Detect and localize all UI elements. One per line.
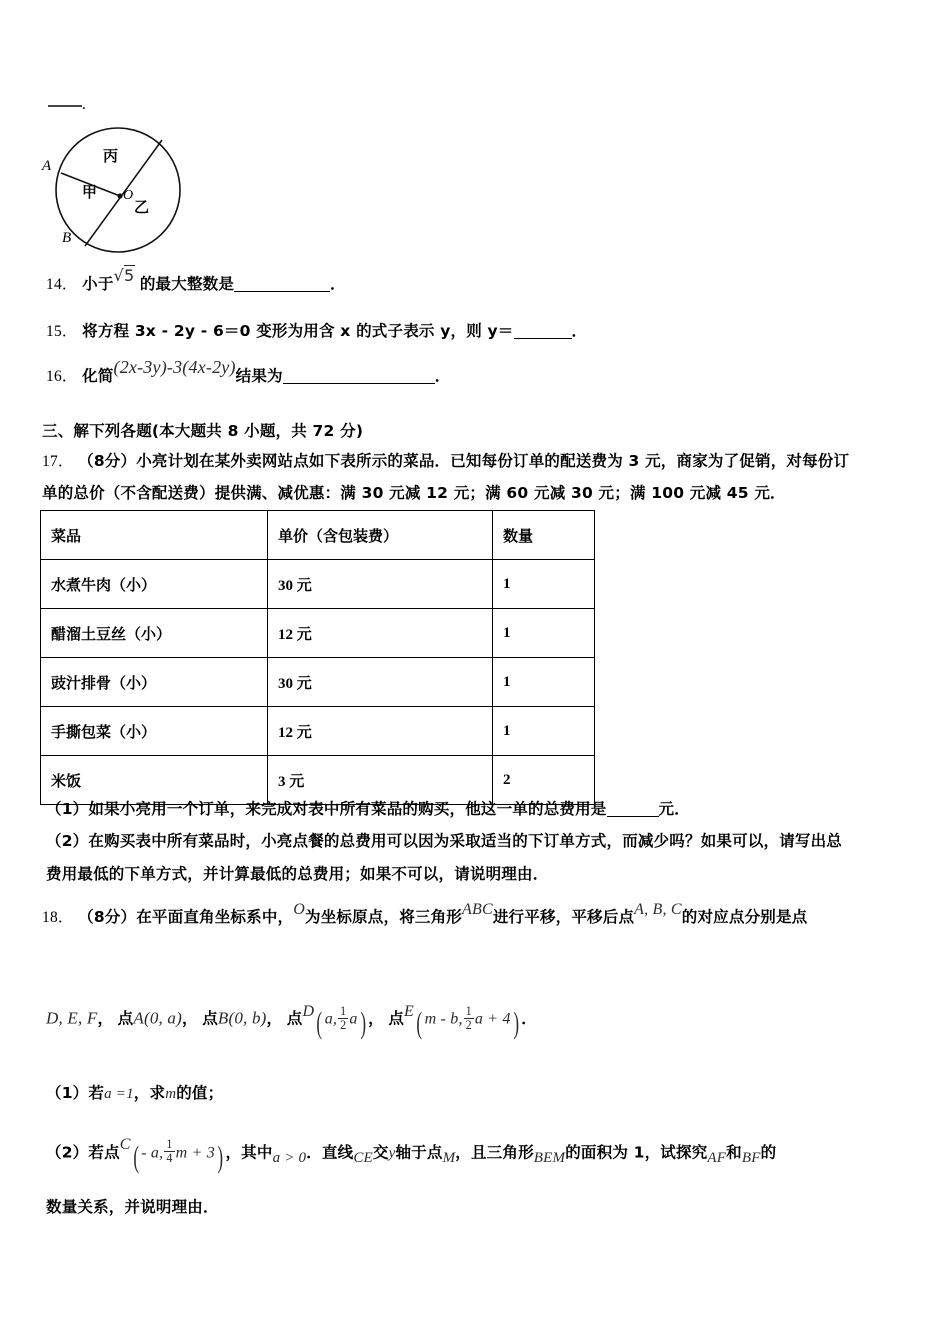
label-region-yi: 乙	[134, 198, 150, 216]
question-18-sub-1-text-b: ，求	[133, 1084, 166, 1102]
question-16-expression: (2x-3y)-3(4x-2y)	[113, 357, 236, 377]
label-center-o: O	[123, 188, 134, 203]
cell-dish: 水煮牛肉（小）	[41, 560, 268, 609]
period: .	[82, 96, 86, 113]
question-18-sub-2-text-e: 轴于点	[395, 1143, 443, 1162]
section-3-heading-text: 三、解下列各题(本大题共 8 小题，共 72 分)	[42, 422, 364, 440]
table-header-row	[41, 511, 595, 560]
question-17-sub-1-label: （1）	[46, 800, 89, 818]
question-16	[46, 357, 666, 389]
question-14-period: ．	[330, 275, 346, 293]
menu-table	[40, 510, 595, 805]
paren-close-c: )	[217, 1138, 224, 1174]
question-15	[46, 320, 686, 343]
paren-close-d: )	[359, 1005, 366, 1040]
question-17-stem-line-2	[42, 482, 914, 505]
question-18-sub-2-text-b: ，其中	[225, 1143, 273, 1162]
triangle-bem: BEM	[533, 1150, 566, 1167]
question-17-sub-2-text-1: 在购买表中所有菜品时，小亮点餐的总费用可以因为采取适当的下订单方式，而减少吗？如果可以，请写出总	[88, 832, 842, 851]
question-18-sub-2-text-i: 的	[760, 1143, 777, 1162]
question-18-stem-d: 的对应点分别是点	[681, 908, 808, 926]
cell-dish: 豉汁排骨（小）	[41, 658, 268, 707]
question-18-sub-1-text-a: 若	[88, 1084, 105, 1102]
label-point-b: B	[62, 230, 72, 246]
question-15-period: ．	[571, 322, 588, 340]
question-17-subquestions	[46, 798, 926, 900]
table-header-qty: 数量	[493, 511, 595, 560]
sqrt-5-math: √5	[113, 266, 135, 285]
question-18-stem-b: 为坐标原点，将三角形	[305, 908, 463, 926]
cell-price: 30 元	[268, 560, 493, 609]
question-18-subquestions	[46, 1082, 926, 1194]
comma-3: ，	[266, 1009, 283, 1028]
paren-open-e: (	[416, 1005, 423, 1040]
comma-4: ，	[368, 1009, 384, 1028]
question-18	[42, 901, 922, 930]
question-18-sub-2-label: （2）	[46, 1143, 89, 1162]
question-15-text: 将方程 3x - 2y - 6＝0 变形为用含 x 的式子表示 y，则 y＝	[82, 322, 514, 340]
question-17-score: （8分）	[78, 452, 137, 470]
question-18-sub-2-text-d: 交	[372, 1143, 389, 1162]
continued-answer-blank	[48, 96, 86, 114]
cell-price: 30 元	[268, 658, 493, 707]
question-14-text-before: 小于	[82, 275, 114, 293]
point-d-fraction	[338, 1005, 348, 1032]
question-14-dot: ．	[61, 276, 78, 293]
cell-dish: 米饭	[41, 756, 268, 805]
comma-1: ，	[97, 1009, 114, 1028]
question-18-sub-1	[46, 1082, 926, 1106]
question-15-dot: ．	[61, 323, 78, 340]
question-18-sub-2-text-f: ，且三角形	[455, 1143, 534, 1162]
question-17-sub-1-text-b: 元．	[658, 800, 690, 818]
question-16-period: ．	[434, 367, 451, 385]
point-c-fraction	[164, 1138, 174, 1165]
line-ce: CE	[353, 1150, 373, 1167]
question-14-number: 14	[46, 276, 62, 293]
question-16-dot: ．	[61, 368, 78, 385]
question-18-sub-2-text-h: 和	[726, 1143, 742, 1162]
question-17-dot: ．	[57, 453, 74, 470]
point-label-e: 点	[388, 1009, 405, 1028]
point-b-coords: B(0, b)	[217, 1008, 267, 1028]
question-17-number: 17	[42, 453, 58, 470]
cell-dish: 醋溜土豆丝（小）	[41, 609, 268, 658]
question-17-sub-1-blank	[607, 816, 659, 817]
question-15-number: 15	[46, 323, 62, 340]
fraction-denominator: 4	[166, 1151, 173, 1166]
question-18-dot: ．	[57, 909, 74, 926]
fraction-denominator: 2	[465, 1017, 472, 1032]
table-header-dish: 菜品	[41, 511, 268, 560]
point-d-x: a,	[324, 1010, 338, 1028]
cell-qty: 1	[493, 658, 595, 707]
cell-price: 12 元	[268, 609, 493, 658]
question-17-stem-text-2: 单的总价（不含配送费）提供满、减优惠：满 30 元减 12 元；满 60 元减 30 元；满 100 元减 45 元．	[42, 484, 786, 503]
point-m: M	[442, 1150, 456, 1167]
fraction-numerator: 1	[340, 1003, 347, 1018]
label-region-jia: 甲	[82, 183, 98, 201]
question-18-stem-a: 在平面直角坐标系中，	[136, 908, 294, 926]
fraction-numerator: 1	[166, 1137, 173, 1152]
question-18-score: （8分）	[78, 908, 137, 926]
point-label-d: 点	[286, 1009, 303, 1028]
center-point-dot	[117, 193, 122, 198]
point-e-fraction	[464, 1005, 474, 1032]
comma-2: ，	[181, 1009, 198, 1028]
section-3-heading	[42, 420, 742, 443]
variable-m: m	[165, 1086, 177, 1102]
point-e-name: E	[404, 1002, 415, 1020]
question-17-stem-line-1	[42, 450, 914, 473]
question-18-sub-2-text-c: ．直线	[306, 1143, 354, 1162]
point-a-coords: A(0, a)	[133, 1008, 182, 1028]
question-18-sub-2-line-1	[46, 1134, 926, 1181]
cell-price: 12 元	[268, 707, 493, 756]
question-18-points-line	[46, 1000, 746, 1047]
question-18-sub-2-line-2	[46, 1196, 546, 1219]
table-row	[41, 560, 595, 609]
point-d-name: D	[302, 1002, 315, 1020]
cell-price: 3 元	[268, 756, 493, 805]
segment-af: AF	[707, 1150, 727, 1167]
question-16-number: 16	[46, 368, 62, 385]
question-17-sub-2-line-1	[46, 830, 926, 853]
question-18-stem-c: 进行平移，平移后点	[492, 908, 635, 926]
question-17-stem-text-1: 小亮计划在某外卖网站点如下表所示的菜品．已知每份订单的配送费为 3 元，商家为了促销，对每份订	[136, 452, 850, 470]
question-18-sub-2-text-g: 的面积为 1，试探究	[565, 1143, 708, 1162]
question-18-sub-2-text-2: 数量关系，并说明理由．	[46, 1198, 219, 1216]
symbol-origin-o: O	[293, 901, 305, 918]
question-17-sub-1-text-a: 如果小亮用一个订单，来完成对表中所有菜品的购买，他这一单的总费用是	[88, 800, 607, 818]
paren-open-d: (	[316, 1005, 323, 1040]
circle-figure	[40, 118, 210, 268]
question-18-sub-2-text-a: 若点	[88, 1143, 120, 1162]
segment-bf: BF	[741, 1150, 761, 1167]
label-point-a: A	[42, 158, 52, 174]
question-14-blank	[234, 291, 330, 292]
condition-a-equals-1: a =1	[104, 1086, 134, 1102]
point-e-y-tail: a + 4	[474, 1010, 511, 1028]
table-header-price: 单价（含包装费）	[268, 511, 493, 560]
point-d-y-tail: a	[349, 1010, 358, 1028]
question-15-blank	[514, 338, 572, 339]
question-16-text-after: 结果为	[235, 367, 283, 385]
point-label-b: 点	[202, 1009, 218, 1028]
label-region-bing: 丙	[103, 147, 119, 165]
question-18-number: 18	[42, 909, 58, 926]
paren-open-c: (	[133, 1138, 139, 1174]
condition-a-gt-0: a > 0	[272, 1150, 307, 1167]
symbol-points-abc: A, B, C	[634, 901, 682, 918]
fraction-numerator: 1	[465, 1003, 472, 1018]
cell-qty: 1	[493, 707, 595, 756]
question-17-sub-2-text-2: 费用最低的下单方式，并计算最低的总费用；如果不可以，请说明理由．	[46, 864, 549, 883]
cell-dish: 手撕包菜（小）	[41, 707, 268, 756]
question-17-sub-2-label: （2）	[46, 832, 89, 851]
question-17-sub-2-line-2	[46, 863, 926, 886]
question-17-sub-1	[46, 798, 926, 821]
question-14	[46, 266, 566, 296]
cell-qty: 1	[493, 560, 595, 609]
answer-underline	[48, 105, 82, 107]
table-row	[41, 609, 595, 658]
symbol-triangle-abc: ABC	[462, 901, 493, 918]
point-c-name: C	[119, 1136, 131, 1154]
cell-qty: 1	[493, 609, 595, 658]
cell-qty: 2	[493, 756, 595, 805]
question-14-text-after: 的最大整数是	[139, 275, 235, 293]
point-label-a: 点	[117, 1009, 134, 1028]
axis-y: y	[388, 1145, 396, 1162]
table-row	[41, 658, 595, 707]
point-c-x: - a,	[141, 1144, 164, 1162]
table-row	[41, 707, 595, 756]
points-def: D, E, F	[46, 1008, 98, 1028]
question-16-text-before: 化简	[82, 367, 114, 385]
period-end: ．	[521, 1009, 537, 1028]
point-c-y-tail: m + 3	[175, 1144, 215, 1162]
fraction-denominator: 2	[340, 1017, 347, 1032]
question-18-sub-1-label: （1）	[46, 1084, 89, 1102]
question-18-sub-1-text-c: 的值；	[176, 1084, 224, 1102]
point-e-x: m - b,	[424, 1010, 463, 1028]
paren-close-e: )	[513, 1005, 519, 1040]
question-16-blank	[283, 383, 435, 384]
